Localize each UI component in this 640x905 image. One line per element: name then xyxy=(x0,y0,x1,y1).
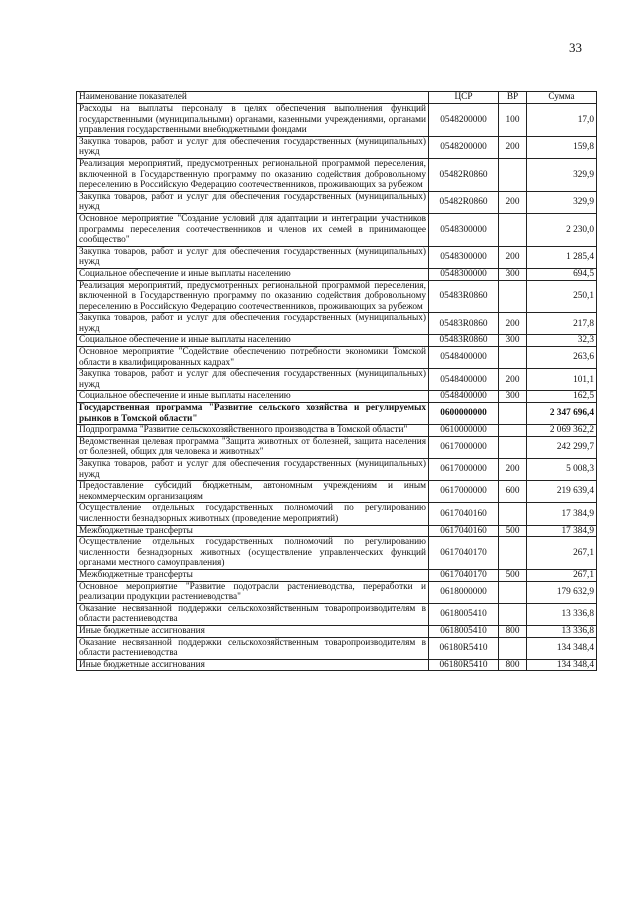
table-row xyxy=(77,369,597,391)
cell-name: Основное мероприятие "Содействие обеспечению потребности экономики Томской области в квалифицированных кадрах" xyxy=(77,347,429,369)
cell-vr: 300 xyxy=(499,335,527,347)
cell-name: Закупка товаров, работ и услуг для обеспечения государственных (муниципальных) нужд xyxy=(77,369,429,391)
cell-csr: 0548400000 xyxy=(429,369,499,391)
cell-vr xyxy=(499,581,527,603)
cell-name: Осуществление отдельных государственных полномочий по регулированию численности безнадзорных животных (осуществление управленческих функций органами местного самоуправления) xyxy=(77,537,429,570)
cell-sum: 13 336,8 xyxy=(527,625,597,637)
cell-name: Иные бюджетные ассигнования xyxy=(77,625,429,637)
cell-sum: 694,5 xyxy=(527,268,597,280)
table-row xyxy=(77,191,597,213)
cell-name: Закупка товаров, работ и услуг для обеспечения государственных (муниципальных) нужд xyxy=(77,191,429,213)
cell-csr: 0618000000 xyxy=(429,581,499,603)
cell-name: Иные бюджетные ассигнования xyxy=(77,659,429,671)
cell-name: Реализация мероприятий, предусмотренных региональной программой переселения, включенной в Государственную программу по оказанию содействия добровольному переселению в Российскую Федерацию соотечественников, проживающих за рубежом xyxy=(77,280,429,313)
table-row xyxy=(77,503,597,525)
cell-csr: 0617040170 xyxy=(429,537,499,570)
table-row xyxy=(77,659,597,671)
cell-name: Ведомственная целевая программа "Защита животных от болезней, защита населения от болезней, общих для человека и животных" xyxy=(77,436,429,458)
header-sum: Сумма xyxy=(527,92,597,104)
cell-name: Предоставление субсидий бюджетным, автономным учреждениям и иным некоммерческим организациям xyxy=(77,481,429,503)
cell-csr: 0610000000 xyxy=(429,425,499,437)
cell-csr: 05482R0860 xyxy=(429,191,499,213)
table-row xyxy=(77,280,597,313)
table-row xyxy=(77,581,597,603)
budget-table xyxy=(76,91,597,671)
table-row xyxy=(77,459,597,481)
cell-csr: 0617040160 xyxy=(429,503,499,525)
cell-name: Осуществление отдельных государственных полномочий по регулированию численности безнадзорных животных (проведение мероприятий) xyxy=(77,503,429,525)
cell-sum: 13 336,8 xyxy=(527,603,597,625)
table-row xyxy=(77,525,597,537)
cell-name: Социальное обеспечение и иные выплаты населению xyxy=(77,268,429,280)
cell-sum: 2 230,0 xyxy=(527,213,597,246)
cell-csr: 0617000000 xyxy=(429,459,499,481)
header-name: Наименование показателей xyxy=(77,92,429,104)
cell-csr: 0548300000 xyxy=(429,246,499,268)
cell-csr: 05483R0860 xyxy=(429,313,499,335)
table-row xyxy=(77,603,597,625)
cell-csr: 06180R5410 xyxy=(429,637,499,659)
cell-vr: 200 xyxy=(499,246,527,268)
cell-vr xyxy=(499,503,527,525)
cell-sum: 242 299,7 xyxy=(527,436,597,458)
cell-csr: 06180R5410 xyxy=(429,659,499,671)
cell-vr: 300 xyxy=(499,268,527,280)
cell-sum: 329,9 xyxy=(527,191,597,213)
cell-vr: 100 xyxy=(499,104,527,137)
cell-csr: 05482R0860 xyxy=(429,158,499,191)
cell-sum: 162,5 xyxy=(527,391,597,403)
table-row xyxy=(77,436,597,458)
table-row xyxy=(77,213,597,246)
cell-name: Реализация мероприятий, предусмотренных региональной программой переселения, включенной в Государственную программу по оказанию содействия добровольному переселению в Российскую Федерацию соотечественников, проживающих за рубежом xyxy=(77,158,429,191)
cell-name: Закупка товаров, работ и услуг для обеспечения государственных (муниципальных) нужд xyxy=(77,136,429,158)
cell-sum: 5 008,3 xyxy=(527,459,597,481)
cell-sum: 2 069 362,2 xyxy=(527,425,597,437)
table-row xyxy=(77,246,597,268)
cell-sum: 159,8 xyxy=(527,136,597,158)
cell-name: Основное мероприятие "Создание условий для адаптации и интеграции участников программы переселения соотечественников и членов их семей в принимающее сообщество" xyxy=(77,213,429,246)
table-row xyxy=(77,425,597,437)
cell-sum: 17,0 xyxy=(527,104,597,137)
cell-sum: 134 348,4 xyxy=(527,659,597,671)
table-row xyxy=(77,391,597,403)
cell-vr xyxy=(499,280,527,313)
cell-name: Расходы на выплаты персоналу в целях обеспечения выполнения функций государственными (муниципальными) органами, казенными учреждениями, органами управления государственными внебюджетными фондами xyxy=(77,104,429,137)
cell-vr: 200 xyxy=(499,369,527,391)
table-row xyxy=(77,335,597,347)
cell-csr: 0618005410 xyxy=(429,603,499,625)
cell-csr: 0548200000 xyxy=(429,136,499,158)
cell-vr xyxy=(499,158,527,191)
table-row xyxy=(77,158,597,191)
cell-sum: 263,6 xyxy=(527,347,597,369)
cell-csr: 0548300000 xyxy=(429,213,499,246)
cell-vr xyxy=(499,637,527,659)
cell-sum: 250,1 xyxy=(527,280,597,313)
cell-name: Оказание несвязанной поддержки сельскохозяйственным товаропроизводителям в области растениеводства xyxy=(77,603,429,625)
table-header-row xyxy=(77,92,597,104)
cell-csr: 0617040160 xyxy=(429,525,499,537)
table-row xyxy=(77,403,597,425)
table-row xyxy=(77,537,597,570)
cell-name: Социальное обеспечение и иные выплаты населению xyxy=(77,391,429,403)
cell-sum: 134 348,4 xyxy=(527,637,597,659)
cell-sum: 179 632,9 xyxy=(527,581,597,603)
cell-vr: 500 xyxy=(499,525,527,537)
cell-sum: 17 384,9 xyxy=(527,503,597,525)
cell-csr: 0548400000 xyxy=(429,347,499,369)
cell-sum: 32,3 xyxy=(527,335,597,347)
cell-sum: 267,1 xyxy=(527,537,597,570)
page-number: 33 xyxy=(569,40,582,55)
cell-vr xyxy=(499,603,527,625)
table-row xyxy=(77,313,597,335)
cell-csr: 0617000000 xyxy=(429,436,499,458)
cell-vr xyxy=(499,425,527,437)
cell-sum: 217,8 xyxy=(527,313,597,335)
table-row xyxy=(77,481,597,503)
cell-vr: 200 xyxy=(499,191,527,213)
cell-csr: 0618005410 xyxy=(429,625,499,637)
cell-vr: 200 xyxy=(499,313,527,335)
header-csr: ЦСР xyxy=(429,92,499,104)
cell-vr xyxy=(499,403,527,425)
cell-sum: 101,1 xyxy=(527,369,597,391)
table-row xyxy=(77,625,597,637)
cell-sum: 1 285,4 xyxy=(527,246,597,268)
cell-vr xyxy=(499,347,527,369)
cell-sum: 219 639,4 xyxy=(527,481,597,503)
cell-sum: 2 347 696,4 xyxy=(527,403,597,425)
cell-sum: 267,1 xyxy=(527,569,597,581)
table-row xyxy=(77,268,597,280)
cell-vr xyxy=(499,213,527,246)
table-row xyxy=(77,104,597,137)
cell-csr: 0600000000 xyxy=(429,403,499,425)
cell-csr: 0548400000 xyxy=(429,391,499,403)
cell-name: Закупка товаров, работ и услуг для обеспечения государственных (муниципальных) нужд xyxy=(77,246,429,268)
cell-name: Государственная программа "Развитие сельского хозяйства и регулируемых рынков в Томской области" xyxy=(77,403,429,425)
cell-name: Основное мероприятие "Развитие подотрасли растениеводства, переработки и реализации продукции растениеводства" xyxy=(77,581,429,603)
cell-name: Оказание несвязанной поддержки сельскохозяйственным товаропроизводителям в области растениеводства xyxy=(77,637,429,659)
cell-vr: 800 xyxy=(499,625,527,637)
cell-vr: 300 xyxy=(499,391,527,403)
cell-name: Закупка товаров, работ и услуг для обеспечения государственных (муниципальных) нужд xyxy=(77,313,429,335)
table-row xyxy=(77,637,597,659)
table-row xyxy=(77,569,597,581)
table-row xyxy=(77,136,597,158)
cell-csr: 05483R0860 xyxy=(429,280,499,313)
cell-name: Межбюджетные трансферты xyxy=(77,525,429,537)
cell-csr: 0548200000 xyxy=(429,104,499,137)
cell-vr xyxy=(499,537,527,570)
cell-name: Подпрограмма "Развитие сельскохозяйственного производства в Томской области" xyxy=(77,425,429,437)
cell-csr: 05483R0860 xyxy=(429,335,499,347)
cell-name: Межбюджетные трансферты xyxy=(77,569,429,581)
cell-vr: 600 xyxy=(499,481,527,503)
cell-csr: 0617040170 xyxy=(429,569,499,581)
table-row xyxy=(77,347,597,369)
cell-sum: 17 384,9 xyxy=(527,525,597,537)
cell-vr: 800 xyxy=(499,659,527,671)
cell-vr xyxy=(499,436,527,458)
cell-csr: 0548300000 xyxy=(429,268,499,280)
cell-vr: 200 xyxy=(499,136,527,158)
cell-name: Закупка товаров, работ и услуг для обеспечения государственных (муниципальных) нужд xyxy=(77,459,429,481)
cell-name: Социальное обеспечение и иные выплаты населению xyxy=(77,335,429,347)
header-vr: ВР xyxy=(499,92,527,104)
cell-vr: 200 xyxy=(499,459,527,481)
cell-vr: 500 xyxy=(499,569,527,581)
cell-sum: 329,9 xyxy=(527,158,597,191)
cell-csr: 0617000000 xyxy=(429,481,499,503)
table-body xyxy=(77,104,597,671)
